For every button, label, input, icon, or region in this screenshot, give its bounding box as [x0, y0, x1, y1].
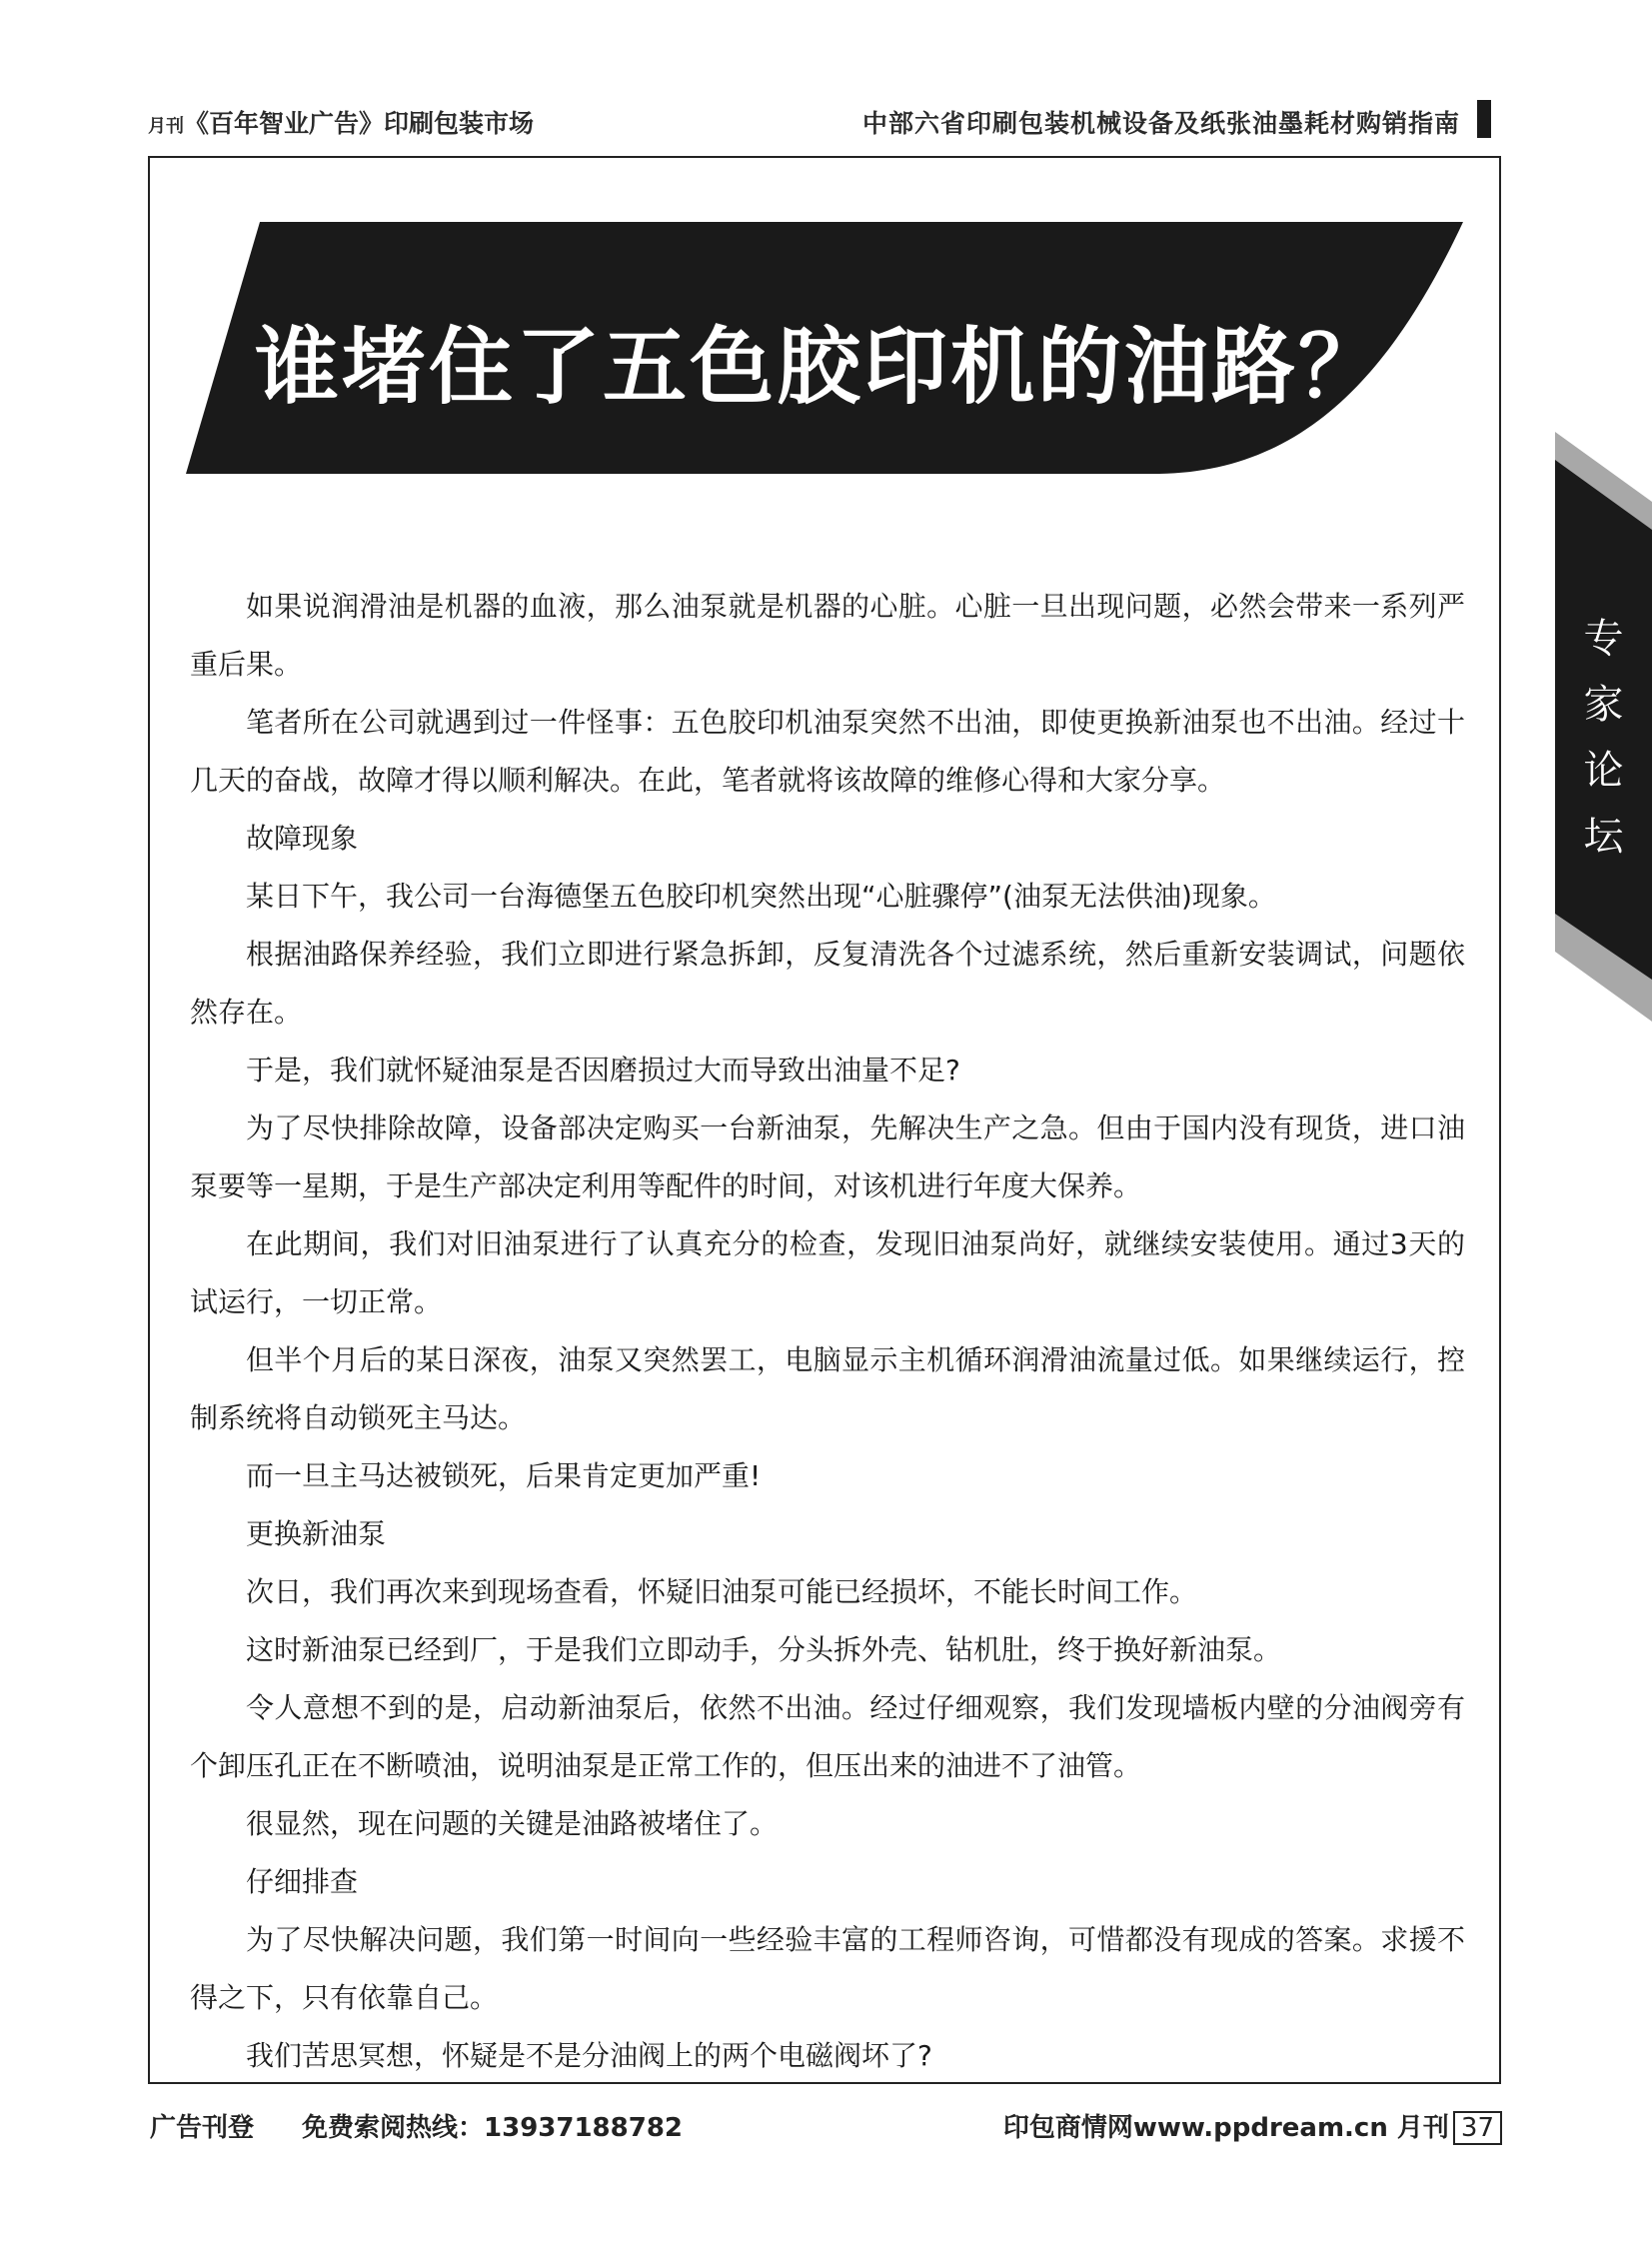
footer-site: [1003, 2107, 1502, 2145]
side-tab-char: 论: [1583, 748, 1624, 794]
header-title: 《百年智业广告》印刷包装市场: [184, 109, 535, 138]
side-tab-char: 专: [1583, 616, 1624, 662]
paragraph: 令人意想不到的是，启动新油泵后，依然不出油。经过仔细观察，我们发现墙板内壁的分油阀旁有个卸压孔正在不断喷油，说明油泵是正常工作的，但压出来的油进不了油管。: [190, 1691, 1465, 1782]
paragraph: 我们苦思冥想，怀疑是不是分油阀上的两个电磁阀坏了?: [246, 2039, 932, 2072]
paragraph: 次日，我们再次来到现场查看，怀疑旧油泵可能已经损坏，不能长时间工作。: [246, 1575, 1198, 1608]
paragraph: 于是，我们就怀疑油泵是否因磨损过大而导致出油量不足?: [246, 1054, 960, 1087]
header-prefix: 月刊: [148, 116, 184, 137]
paragraph: 这时新油泵已经到厂，于是我们立即动手，分头拆外壳、钻机肚，终于换好新油泵。: [246, 1633, 1282, 1666]
paragraph: 根据油路保养经验，我们立即进行紧急拆卸，反复清洗各个过滤系统，然后重新安装调试，问题依然存在。: [190, 938, 1465, 1029]
footer-hotline: 免费索阅热线：13937188782: [302, 2113, 684, 2143]
side-tab-char: 家: [1583, 682, 1624, 728]
page-number: 37: [1453, 2111, 1502, 2145]
section-heading: 仔细排查: [246, 1865, 359, 1898]
paragraph: 在此期间，我们对旧油泵进行了认真充分的检查，发现旧油泵尚好，就继续安装使用。通过3天的试运行，一切正常。: [190, 1227, 1465, 1318]
footer-ad: [150, 2107, 683, 2144]
footer-website: 印包商情网www.ppdream.cn 月刊: [1002, 2113, 1449, 2143]
paragraph: 很显然，现在问题的关键是油路被堵住了。: [246, 1807, 779, 1840]
footer-ad-label: 广告刊登: [150, 2113, 255, 2143]
header-bar: [1477, 100, 1491, 138]
paragraph: 如果说润滑油是机器的血液，那么油泵就是机器的心脏。心脏一旦出现问题，必然会带来一系列严重后果。: [190, 590, 1465, 681]
paragraph: 为了尽快解决问题，我们第一时间向一些经验丰富的工程师咨询，可惜都没有现成的答案。求援不得之下，只有依靠自己。: [190, 1923, 1465, 2014]
section-heading: 故障现象: [246, 822, 359, 855]
article-body: [190, 578, 1465, 2085]
side-tab-label: [1555, 606, 1652, 870]
paragraph: 而一旦主马达被锁死，后果肯定更加严重!: [246, 1459, 762, 1492]
paragraph: 某日下午，我公司一台海德堡五色胶印机突然出现“心脏骤停”(油泵无法供油)现象。: [246, 880, 1276, 913]
section-heading: 更换新油泵: [246, 1517, 387, 1550]
paragraph: 但半个月后的某日深夜，油泵又突然罢工，电脑显示主机循环润滑油流量过低。如果继续运行，控制系统将自动锁死主马达。: [190, 1343, 1465, 1434]
header-guide: 中部六省印刷包装机械设备及纸张油墨耗材购销指南: [861, 109, 1460, 138]
paragraph: 笔者所在公司就遇到过一件怪事：五色胶印机油泵突然不出油，即使更换新油泵也不出油。经过十几天的奋战，故障才得以顺利解决。在此，笔者就将该故障的维修心得和大家分享。: [190, 706, 1465, 797]
article-title: 谁堵住了五色胶印机的油路？: [255, 318, 1386, 416]
paragraph: 为了尽快排除故障，设备部决定购买一台新油泵，先解决生产之急。但由于国内没有现货，进口油泵要等一星期，于是生产部决定利用等配件的时间，对该机进行年度大保养。: [190, 1112, 1465, 1202]
side-tab-char: 坛: [1583, 814, 1624, 860]
header-publication: [148, 104, 534, 140]
